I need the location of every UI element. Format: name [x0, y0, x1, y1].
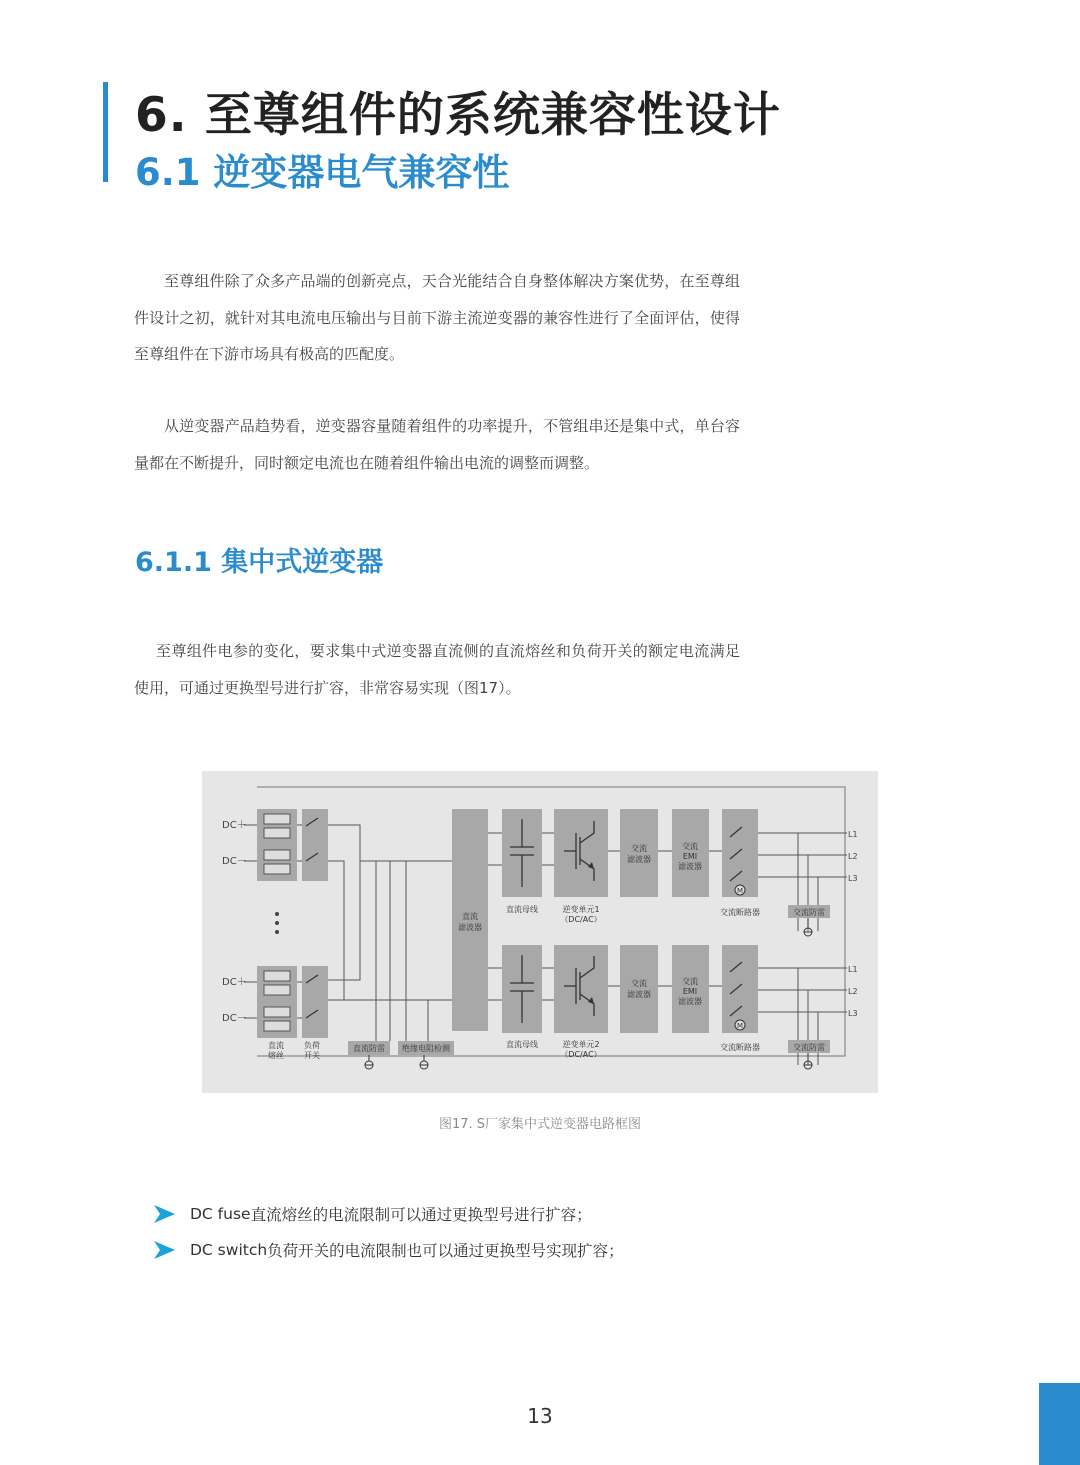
inverter-unit2-type: （DC/AC） — [560, 1050, 602, 1059]
ac-filter2-label-1: 交流 — [631, 979, 647, 988]
subsection-heading: 6.1.1 集中式逆变器 — [135, 547, 384, 578]
fuse-label-1: 直流 — [268, 1041, 284, 1050]
figure-caption: 图17. S厂家集中式逆变器电路框图 — [438, 1117, 642, 1132]
switch-label-1: 负荷 — [304, 1041, 320, 1050]
ac-filter1-label-2: 滤波器 — [627, 855, 651, 864]
bullet-term: DC fuse — [190, 1205, 251, 1223]
dc-bus-label-1: 直流母线 — [506, 905, 538, 914]
emi1-label-1: 交流 — [682, 842, 698, 851]
phase-l1-label-1: L1 — [848, 830, 858, 839]
bullet-text: 负荷开关的电流限制也可以通过更换型号实现扩容； — [267, 1242, 624, 1260]
ellipsis-dots — [275, 912, 279, 934]
list-item — [152, 1232, 624, 1268]
dc-plus-label-1: DC＋ — [222, 820, 247, 831]
arrow-bullet-icon — [152, 1204, 176, 1224]
ac-filter-block — [620, 809, 658, 1033]
dc-minus-label-1: DC－ — [222, 856, 247, 867]
emi2-label-3: 滤波器 — [678, 997, 702, 1006]
insulation-label: 绝缘电阻检测 — [402, 1044, 450, 1053]
emi1-label-3: 滤波器 — [678, 862, 702, 871]
inverter-unit1-label: 逆变单元1 — [562, 905, 600, 914]
dc-filter-label-2: 滤波器 — [458, 923, 482, 932]
ac-spd-label-2: 交流防雷 — [793, 1043, 825, 1052]
heading-accent-bar — [103, 82, 108, 182]
emi1-label-2: EMI — [682, 852, 698, 861]
bullet-text: 直流熔丝的电流限制可以通过更换型号进行扩容； — [250, 1206, 592, 1224]
dc-filter-label-1: 直流 — [462, 912, 478, 921]
ac-spd-label-1: 交流防雷 — [793, 908, 825, 917]
dc-bus-block — [502, 809, 542, 1033]
ac-breaker-motor-1: M — [736, 887, 744, 895]
page-title: 6. 至尊组件的系统兼容性设计 — [135, 88, 781, 143]
switch-label-2: 开关 — [304, 1051, 320, 1060]
ac-breaker-motor-2: M — [736, 1022, 744, 1030]
arrow-bullet-icon — [152, 1240, 176, 1260]
ac-filter1-label-1: 交流 — [631, 844, 647, 853]
page-number: 13 — [527, 1404, 553, 1428]
dc-spd-label: 直流防雷 — [353, 1044, 385, 1053]
dc-plus-label-2: DC＋ — [222, 977, 247, 988]
phase-l3-label-2: L3 — [848, 1009, 858, 1018]
bullet-list — [152, 1196, 624, 1268]
dc-minus-label-2: DC－ — [222, 1013, 247, 1024]
inverter-circuit-diagram — [202, 771, 878, 1093]
load-switch-block — [302, 809, 328, 1038]
section-subtitle: 6.1 逆变器电气兼容性 — [135, 151, 510, 194]
ac-breaker-block — [722, 809, 758, 1033]
phase-l3-label-1: L3 — [848, 874, 858, 883]
bullet-term: DC switch — [190, 1241, 268, 1259]
inverter-unit1-type: （DC/AC） — [560, 915, 602, 924]
emi2-label-1: 交流 — [682, 977, 698, 986]
dc-bus-label-2: 直流母线 — [506, 1040, 538, 1049]
emi2-label-2: EMI — [682, 987, 698, 996]
phase-l2-label-1: L2 — [848, 852, 858, 861]
ac-filter2-label-2: 滤波器 — [627, 990, 651, 999]
phase-l1-label-2: L1 — [848, 965, 858, 974]
ac-breaker-label-1: 交流断路器 — [720, 908, 760, 917]
subsection-paragraph: 至尊组件电参的变化，要求集中式逆变器直流侧的直流熔丝和负荷开关的额定电流满足使用，可通过更换型号进行扩容，非常容易实现（图17）。 — [134, 642, 740, 697]
ac-breaker-label-2: 交流断路器 — [720, 1043, 760, 1052]
trend-paragraph: 从逆变器产品趋势看，逆变器容量随着组件的功率提升，不管组串还是集中式，单台容量都在不断提升，同时额定电流也在随着组件输出电流的调整而调整。 — [134, 417, 740, 472]
fuse-label-2: 熔丝 — [268, 1051, 284, 1060]
inverter-unit2-label: 逆变单元2 — [562, 1040, 600, 1049]
intro-paragraph: 至尊组件除了众多产品端的创新亮点，天合光能结合自身整体解决方案优势，在至尊组件设计之初，就针对其电流电压输出与目前下游主流逆变器的兼容性进行了全面评估，使得至尊组件在下游市场具有极高的匹配度。 — [134, 272, 740, 363]
phase-l2-label-2: L2 — [848, 987, 858, 996]
page-corner-tab — [1039, 1383, 1080, 1465]
list-item — [152, 1196, 624, 1232]
